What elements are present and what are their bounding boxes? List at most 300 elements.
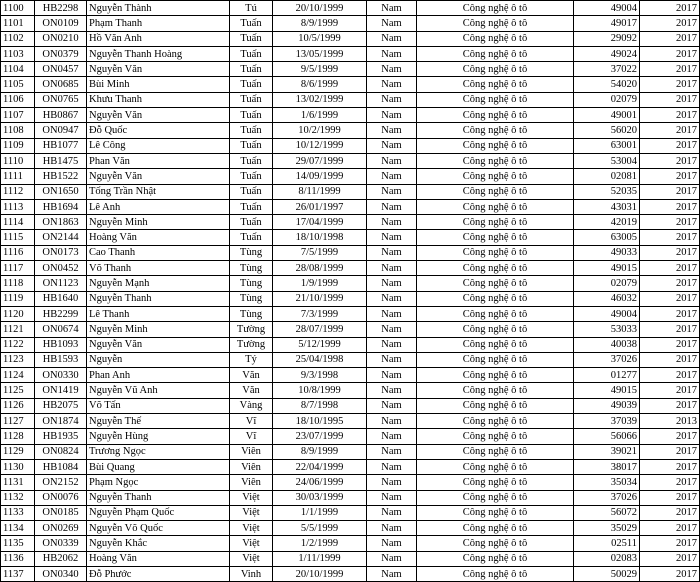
gender-cell: Nam — [367, 352, 417, 367]
year-cell: 2017 — [640, 444, 700, 459]
student-code-cell: ON1123 — [35, 276, 87, 291]
student-code-cell: ON0185 — [35, 505, 87, 520]
given-name-cell: Tuấn — [230, 215, 273, 230]
student-code-cell: HB1694 — [35, 199, 87, 214]
surname-cell: Trương Ngọc — [87, 444, 230, 459]
given-name-cell: Viên — [230, 475, 273, 490]
year-cell: 2017 — [640, 521, 700, 536]
surname-cell: Nguyễn Thanh Hoàng — [87, 46, 230, 61]
student-code-cell: ON0379 — [35, 46, 87, 61]
birth-date-cell: 30/03/1999 — [273, 490, 367, 505]
surname-cell: Nguyễn Minh — [87, 322, 230, 337]
given-name-cell: Viên — [230, 459, 273, 474]
region-code-cell: 49033 — [574, 245, 640, 260]
given-name-cell: Việt — [230, 536, 273, 551]
gender-cell: Nam — [367, 230, 417, 245]
table-row — [1, 521, 700, 536]
major-cell: Công nghệ ô tô — [417, 521, 574, 536]
year-cell: 2017 — [640, 77, 700, 92]
gender-cell: Nam — [367, 62, 417, 77]
table-row — [1, 322, 700, 337]
region-code-cell: 02079 — [574, 276, 640, 291]
given-name-cell: Tuấn — [230, 62, 273, 77]
year-cell: 2017 — [640, 230, 700, 245]
table-row — [1, 505, 700, 520]
year-cell: 2017 — [640, 536, 700, 551]
table-row — [1, 429, 700, 444]
year-cell: 2017 — [640, 383, 700, 398]
region-code-cell: 49015 — [574, 261, 640, 276]
year-cell: 2017 — [640, 16, 700, 31]
row-number-cell: 1113 — [1, 199, 35, 214]
table-row — [1, 184, 700, 199]
major-cell: Công nghệ ô tô — [417, 414, 574, 429]
year-cell: 2017 — [640, 108, 700, 123]
year-cell: 2017 — [640, 261, 700, 276]
gender-cell: Nam — [367, 1, 417, 16]
student-code-cell: ON0765 — [35, 92, 87, 107]
surname-cell: Nguyễn Văn — [87, 62, 230, 77]
year-cell: 2017 — [640, 352, 700, 367]
student-code-cell: ON0339 — [35, 536, 87, 551]
region-code-cell: 37026 — [574, 352, 640, 367]
gender-cell: Nam — [367, 322, 417, 337]
table-row — [1, 291, 700, 306]
major-cell: Công nghệ ô tô — [417, 551, 574, 566]
given-name-cell: Vĩ — [230, 429, 273, 444]
major-cell: Công nghệ ô tô — [417, 398, 574, 413]
surname-cell: Nguyễn Văn — [87, 108, 230, 123]
birth-date-cell: 21/10/1999 — [273, 291, 367, 306]
birth-date-cell: 18/10/1995 — [273, 414, 367, 429]
given-name-cell: Tùng — [230, 306, 273, 321]
row-number-cell: 1109 — [1, 138, 35, 153]
gender-cell: Nam — [367, 215, 417, 230]
year-cell: 2017 — [640, 306, 700, 321]
given-name-cell: Việt — [230, 521, 273, 536]
gender-cell: Nam — [367, 337, 417, 352]
row-number-cell: 1120 — [1, 306, 35, 321]
surname-cell: Cao Thanh — [87, 245, 230, 260]
year-cell: 2017 — [640, 337, 700, 352]
row-number-cell: 1102 — [1, 31, 35, 46]
gender-cell: Nam — [367, 566, 417, 581]
year-cell: 2017 — [640, 184, 700, 199]
major-cell: Công nghệ ô tô — [417, 276, 574, 291]
birth-date-cell: 1/11/1999 — [273, 551, 367, 566]
table-row — [1, 245, 700, 260]
student-code-cell: HB1522 — [35, 169, 87, 184]
given-name-cell: Viên — [230, 444, 273, 459]
row-number-cell: 1126 — [1, 398, 35, 413]
birth-date-cell: 10/12/1999 — [273, 138, 367, 153]
surname-cell: Nguyễn Minh — [87, 215, 230, 230]
major-cell: Công nghệ ô tô — [417, 92, 574, 107]
region-code-cell: 02511 — [574, 536, 640, 551]
row-number-cell: 1116 — [1, 245, 35, 260]
gender-cell: Nam — [367, 108, 417, 123]
gender-cell: Nam — [367, 276, 417, 291]
region-code-cell: 49039 — [574, 398, 640, 413]
surname-cell: Đỗ Quốc — [87, 123, 230, 138]
row-number-cell: 1117 — [1, 261, 35, 276]
table-row — [1, 138, 700, 153]
region-code-cell: 49024 — [574, 46, 640, 61]
region-code-cell: 46032 — [574, 291, 640, 306]
surname-cell: Phan Văn — [87, 153, 230, 168]
table-row — [1, 92, 700, 107]
surname-cell: Lê Công — [87, 138, 230, 153]
major-cell: Công nghệ ô tô — [417, 536, 574, 551]
major-cell: Công nghệ ô tô — [417, 184, 574, 199]
surname-cell: Bùi Minh — [87, 77, 230, 92]
birth-date-cell: 20/10/1999 — [273, 1, 367, 16]
given-name-cell: Tuấn — [230, 153, 273, 168]
table-row — [1, 306, 700, 321]
birth-date-cell: 13/05/1999 — [273, 46, 367, 61]
student-code-cell: ON0457 — [35, 62, 87, 77]
region-code-cell: 35029 — [574, 521, 640, 536]
surname-cell: Lê Anh — [87, 199, 230, 214]
surname-cell: Tống Trần Nhật — [87, 184, 230, 199]
row-number-cell: 1119 — [1, 291, 35, 306]
table-row — [1, 551, 700, 566]
birth-date-cell: 7/5/1999 — [273, 245, 367, 260]
year-cell: 2017 — [640, 551, 700, 566]
major-cell: Công nghệ ô tô — [417, 322, 574, 337]
table-row — [1, 153, 700, 168]
gender-cell: Nam — [367, 536, 417, 551]
surname-cell: Võ Thanh — [87, 261, 230, 276]
table-row — [1, 169, 700, 184]
student-code-cell: ON0824 — [35, 444, 87, 459]
row-number-cell: 1135 — [1, 536, 35, 551]
surname-cell: Hồ Văn Anh — [87, 31, 230, 46]
major-cell: Công nghệ ô tô — [417, 291, 574, 306]
year-cell: 2017 — [640, 566, 700, 581]
major-cell: Công nghệ ô tô — [417, 337, 574, 352]
student-code-cell: ON0452 — [35, 261, 87, 276]
row-number-cell: 1115 — [1, 230, 35, 245]
region-code-cell: 50029 — [574, 566, 640, 581]
given-name-cell: Tuấn — [230, 184, 273, 199]
gender-cell: Nam — [367, 414, 417, 429]
table-row — [1, 352, 700, 367]
given-name-cell: Vàng — [230, 398, 273, 413]
major-cell: Công nghệ ô tô — [417, 16, 574, 31]
surname-cell: Nguyễn Khắc — [87, 536, 230, 551]
region-code-cell: 38017 — [574, 459, 640, 474]
surname-cell: Lê Thanh — [87, 306, 230, 321]
major-cell: Công nghệ ô tô — [417, 352, 574, 367]
year-cell: 2017 — [640, 123, 700, 138]
major-cell: Công nghệ ô tô — [417, 62, 574, 77]
birth-date-cell: 1/9/1999 — [273, 276, 367, 291]
birth-date-cell: 13/02/1999 — [273, 92, 367, 107]
table-row — [1, 1, 700, 16]
student-code-cell: ON1650 — [35, 184, 87, 199]
student-code-cell: HB2299 — [35, 306, 87, 321]
table-row — [1, 261, 700, 276]
gender-cell: Nam — [367, 199, 417, 214]
gender-cell: Nam — [367, 138, 417, 153]
birth-date-cell: 10/5/1999 — [273, 31, 367, 46]
major-cell: Công nghệ ô tô — [417, 153, 574, 168]
given-name-cell: Tuấn — [230, 31, 273, 46]
region-code-cell: 01277 — [574, 368, 640, 383]
major-cell: Công nghệ ô tô — [417, 31, 574, 46]
gender-cell: Nam — [367, 444, 417, 459]
major-cell: Công nghệ ô tô — [417, 566, 574, 581]
table-row — [1, 31, 700, 46]
major-cell: Công nghệ ô tô — [417, 429, 574, 444]
student-code-cell: ON2152 — [35, 475, 87, 490]
birth-date-cell: 9/3/1998 — [273, 368, 367, 383]
student-code-cell: ON0947 — [35, 123, 87, 138]
student-code-cell: ON0076 — [35, 490, 87, 505]
major-cell: Công nghệ ô tô — [417, 490, 574, 505]
row-number-cell: 1127 — [1, 414, 35, 429]
given-name-cell: Vĩ — [230, 414, 273, 429]
student-code-cell: ON0173 — [35, 245, 87, 260]
student-code-cell: ON0340 — [35, 566, 87, 581]
given-name-cell: Tuấn — [230, 77, 273, 92]
surname-cell: Nguyễn Mạnh — [87, 276, 230, 291]
row-number-cell: 1125 — [1, 383, 35, 398]
table-row — [1, 337, 700, 352]
year-cell: 2017 — [640, 429, 700, 444]
row-number-cell: 1129 — [1, 444, 35, 459]
given-name-cell: Vinh — [230, 566, 273, 581]
major-cell: Công nghệ ô tô — [417, 46, 574, 61]
given-name-cell: Tuấn — [230, 16, 273, 31]
year-cell: 2017 — [640, 398, 700, 413]
surname-cell: Nguyễn Võ Quốc — [87, 521, 230, 536]
row-number-cell: 1124 — [1, 368, 35, 383]
year-cell: 2017 — [640, 92, 700, 107]
major-cell: Công nghệ ô tô — [417, 108, 574, 123]
row-number-cell: 1134 — [1, 521, 35, 536]
birth-date-cell: 8/11/1999 — [273, 184, 367, 199]
gender-cell: Nam — [367, 505, 417, 520]
year-cell: 2017 — [640, 1, 700, 16]
region-code-cell: 40038 — [574, 337, 640, 352]
surname-cell: Hoàng Văn — [87, 551, 230, 566]
table-row — [1, 46, 700, 61]
region-code-cell: 02079 — [574, 92, 640, 107]
surname-cell: Võ Tấn — [87, 398, 230, 413]
birth-date-cell: 29/07/1999 — [273, 153, 367, 168]
gender-cell: Nam — [367, 153, 417, 168]
year-cell: 2017 — [640, 475, 700, 490]
row-number-cell: 1136 — [1, 551, 35, 566]
birth-date-cell: 14/09/1999 — [273, 169, 367, 184]
table-row — [1, 62, 700, 77]
region-code-cell: 56020 — [574, 123, 640, 138]
region-code-cell: 02081 — [574, 169, 640, 184]
year-cell: 2017 — [640, 245, 700, 260]
birth-date-cell: 28/08/1999 — [273, 261, 367, 276]
student-code-cell: ON0330 — [35, 368, 87, 383]
region-code-cell: 02083 — [574, 551, 640, 566]
row-number-cell: 1128 — [1, 429, 35, 444]
gender-cell: Nam — [367, 398, 417, 413]
region-code-cell: 56072 — [574, 505, 640, 520]
student-code-cell: ON0269 — [35, 521, 87, 536]
given-name-cell: Tuấn — [230, 199, 273, 214]
major-cell: Công nghệ ô tô — [417, 1, 574, 16]
surname-cell: Nguyễn Thanh — [87, 291, 230, 306]
year-cell: 2017 — [640, 62, 700, 77]
surname-cell: Đỗ Phước — [87, 566, 230, 581]
row-number-cell: 1105 — [1, 77, 35, 92]
gender-cell: Nam — [367, 245, 417, 260]
given-name-cell: Văn — [230, 368, 273, 383]
major-cell: Công nghệ ô tô — [417, 138, 574, 153]
table-row — [1, 230, 700, 245]
major-cell: Công nghệ ô tô — [417, 383, 574, 398]
gender-cell: Nam — [367, 551, 417, 566]
row-number-cell: 1114 — [1, 215, 35, 230]
birth-date-cell: 5/12/1999 — [273, 337, 367, 352]
given-name-cell: Tuấn — [230, 138, 273, 153]
region-code-cell: 39021 — [574, 444, 640, 459]
student-code-cell: HB1935 — [35, 429, 87, 444]
table-row — [1, 536, 700, 551]
birth-date-cell: 8/9/1999 — [273, 16, 367, 31]
given-name-cell: Tuấn — [230, 230, 273, 245]
table-row — [1, 414, 700, 429]
row-number-cell: 1108 — [1, 123, 35, 138]
region-code-cell: 53004 — [574, 153, 640, 168]
surname-cell: Nguyễn Thế — [87, 414, 230, 429]
gender-cell: Nam — [367, 490, 417, 505]
student-code-cell: ON0109 — [35, 16, 87, 31]
given-name-cell: Tý — [230, 352, 273, 367]
gender-cell: Nam — [367, 306, 417, 321]
given-name-cell: Việt — [230, 551, 273, 566]
region-code-cell: 35034 — [574, 475, 640, 490]
gender-cell: Nam — [367, 16, 417, 31]
gender-cell: Nam — [367, 31, 417, 46]
surname-cell: Nguyễn Phạm Quốc — [87, 505, 230, 520]
student-code-cell: HB1593 — [35, 352, 87, 367]
birth-date-cell: 23/07/1999 — [273, 429, 367, 444]
row-number-cell: 1100 — [1, 1, 35, 16]
student-code-cell: ON1863 — [35, 215, 87, 230]
student-code-cell: ON0685 — [35, 77, 87, 92]
region-code-cell: 37026 — [574, 490, 640, 505]
birth-date-cell: 1/2/1999 — [273, 536, 367, 551]
given-name-cell: Tuấn — [230, 92, 273, 107]
birth-date-cell: 22/04/1999 — [273, 459, 367, 474]
row-number-cell: 1137 — [1, 566, 35, 581]
major-cell: Công nghệ ô tô — [417, 261, 574, 276]
row-number-cell: 1133 — [1, 505, 35, 520]
row-number-cell: 1112 — [1, 184, 35, 199]
row-number-cell: 1101 — [1, 16, 35, 31]
given-name-cell: Tùng — [230, 261, 273, 276]
birth-date-cell: 10/8/1999 — [273, 383, 367, 398]
birth-date-cell: 9/5/1999 — [273, 62, 367, 77]
student-code-cell: HB0867 — [35, 108, 87, 123]
surname-cell: Nguyễn Thành — [87, 1, 230, 16]
year-cell: 2017 — [640, 291, 700, 306]
birth-date-cell: 5/5/1999 — [273, 521, 367, 536]
row-number-cell: 1118 — [1, 276, 35, 291]
region-code-cell: 42019 — [574, 215, 640, 230]
region-code-cell: 49004 — [574, 1, 640, 16]
table-row — [1, 398, 700, 413]
student-code-cell: HB2075 — [35, 398, 87, 413]
region-code-cell: 63005 — [574, 230, 640, 245]
major-cell: Công nghệ ô tô — [417, 306, 574, 321]
region-code-cell: 56066 — [574, 429, 640, 444]
region-code-cell: 49004 — [574, 306, 640, 321]
region-code-cell: 49001 — [574, 108, 640, 123]
given-name-cell: Tường — [230, 322, 273, 337]
year-cell: 2013 — [640, 414, 700, 429]
year-cell: 2017 — [640, 169, 700, 184]
surname-cell: Phan Anh — [87, 368, 230, 383]
table-row — [1, 108, 700, 123]
surname-cell: Hoàng Văn — [87, 230, 230, 245]
year-cell: 2017 — [640, 368, 700, 383]
table-row — [1, 368, 700, 383]
gender-cell: Nam — [367, 77, 417, 92]
surname-cell: Nguyễn — [87, 352, 230, 367]
surname-cell: Bùi Quang — [87, 459, 230, 474]
birth-date-cell: 1/6/1999 — [273, 108, 367, 123]
row-number-cell: 1122 — [1, 337, 35, 352]
gender-cell: Nam — [367, 123, 417, 138]
given-name-cell: Việt — [230, 505, 273, 520]
region-code-cell: 63001 — [574, 138, 640, 153]
year-cell: 2017 — [640, 490, 700, 505]
year-cell: 2017 — [640, 459, 700, 474]
student-code-cell: HB1093 — [35, 337, 87, 352]
region-code-cell: 43031 — [574, 199, 640, 214]
region-code-cell: 49015 — [574, 383, 640, 398]
row-number-cell: 1110 — [1, 153, 35, 168]
surname-cell: Nguyễn Văn — [87, 337, 230, 352]
year-cell: 2017 — [640, 138, 700, 153]
region-code-cell: 52035 — [574, 184, 640, 199]
birth-date-cell: 1/1/1999 — [273, 505, 367, 520]
gender-cell: Nam — [367, 92, 417, 107]
table-row — [1, 383, 700, 398]
given-name-cell: Tuấn — [230, 123, 273, 138]
given-name-cell: Tùng — [230, 245, 273, 260]
year-cell: 2017 — [640, 276, 700, 291]
year-cell: 2017 — [640, 153, 700, 168]
gender-cell: Nam — [367, 261, 417, 276]
major-cell: Công nghệ ô tô — [417, 169, 574, 184]
major-cell: Công nghệ ô tô — [417, 77, 574, 92]
table-row — [1, 566, 700, 581]
birth-date-cell: 26/01/1997 — [273, 199, 367, 214]
region-code-cell: 54020 — [574, 77, 640, 92]
student-code-cell: HB1077 — [35, 138, 87, 153]
row-number-cell: 1111 — [1, 169, 35, 184]
row-number-cell: 1121 — [1, 322, 35, 337]
student-code-cell: HB1475 — [35, 153, 87, 168]
row-number-cell: 1103 — [1, 46, 35, 61]
given-name-cell: Tường — [230, 337, 273, 352]
given-name-cell: Việt — [230, 490, 273, 505]
major-cell: Công nghệ ô tô — [417, 215, 574, 230]
given-name-cell: Tùng — [230, 291, 273, 306]
